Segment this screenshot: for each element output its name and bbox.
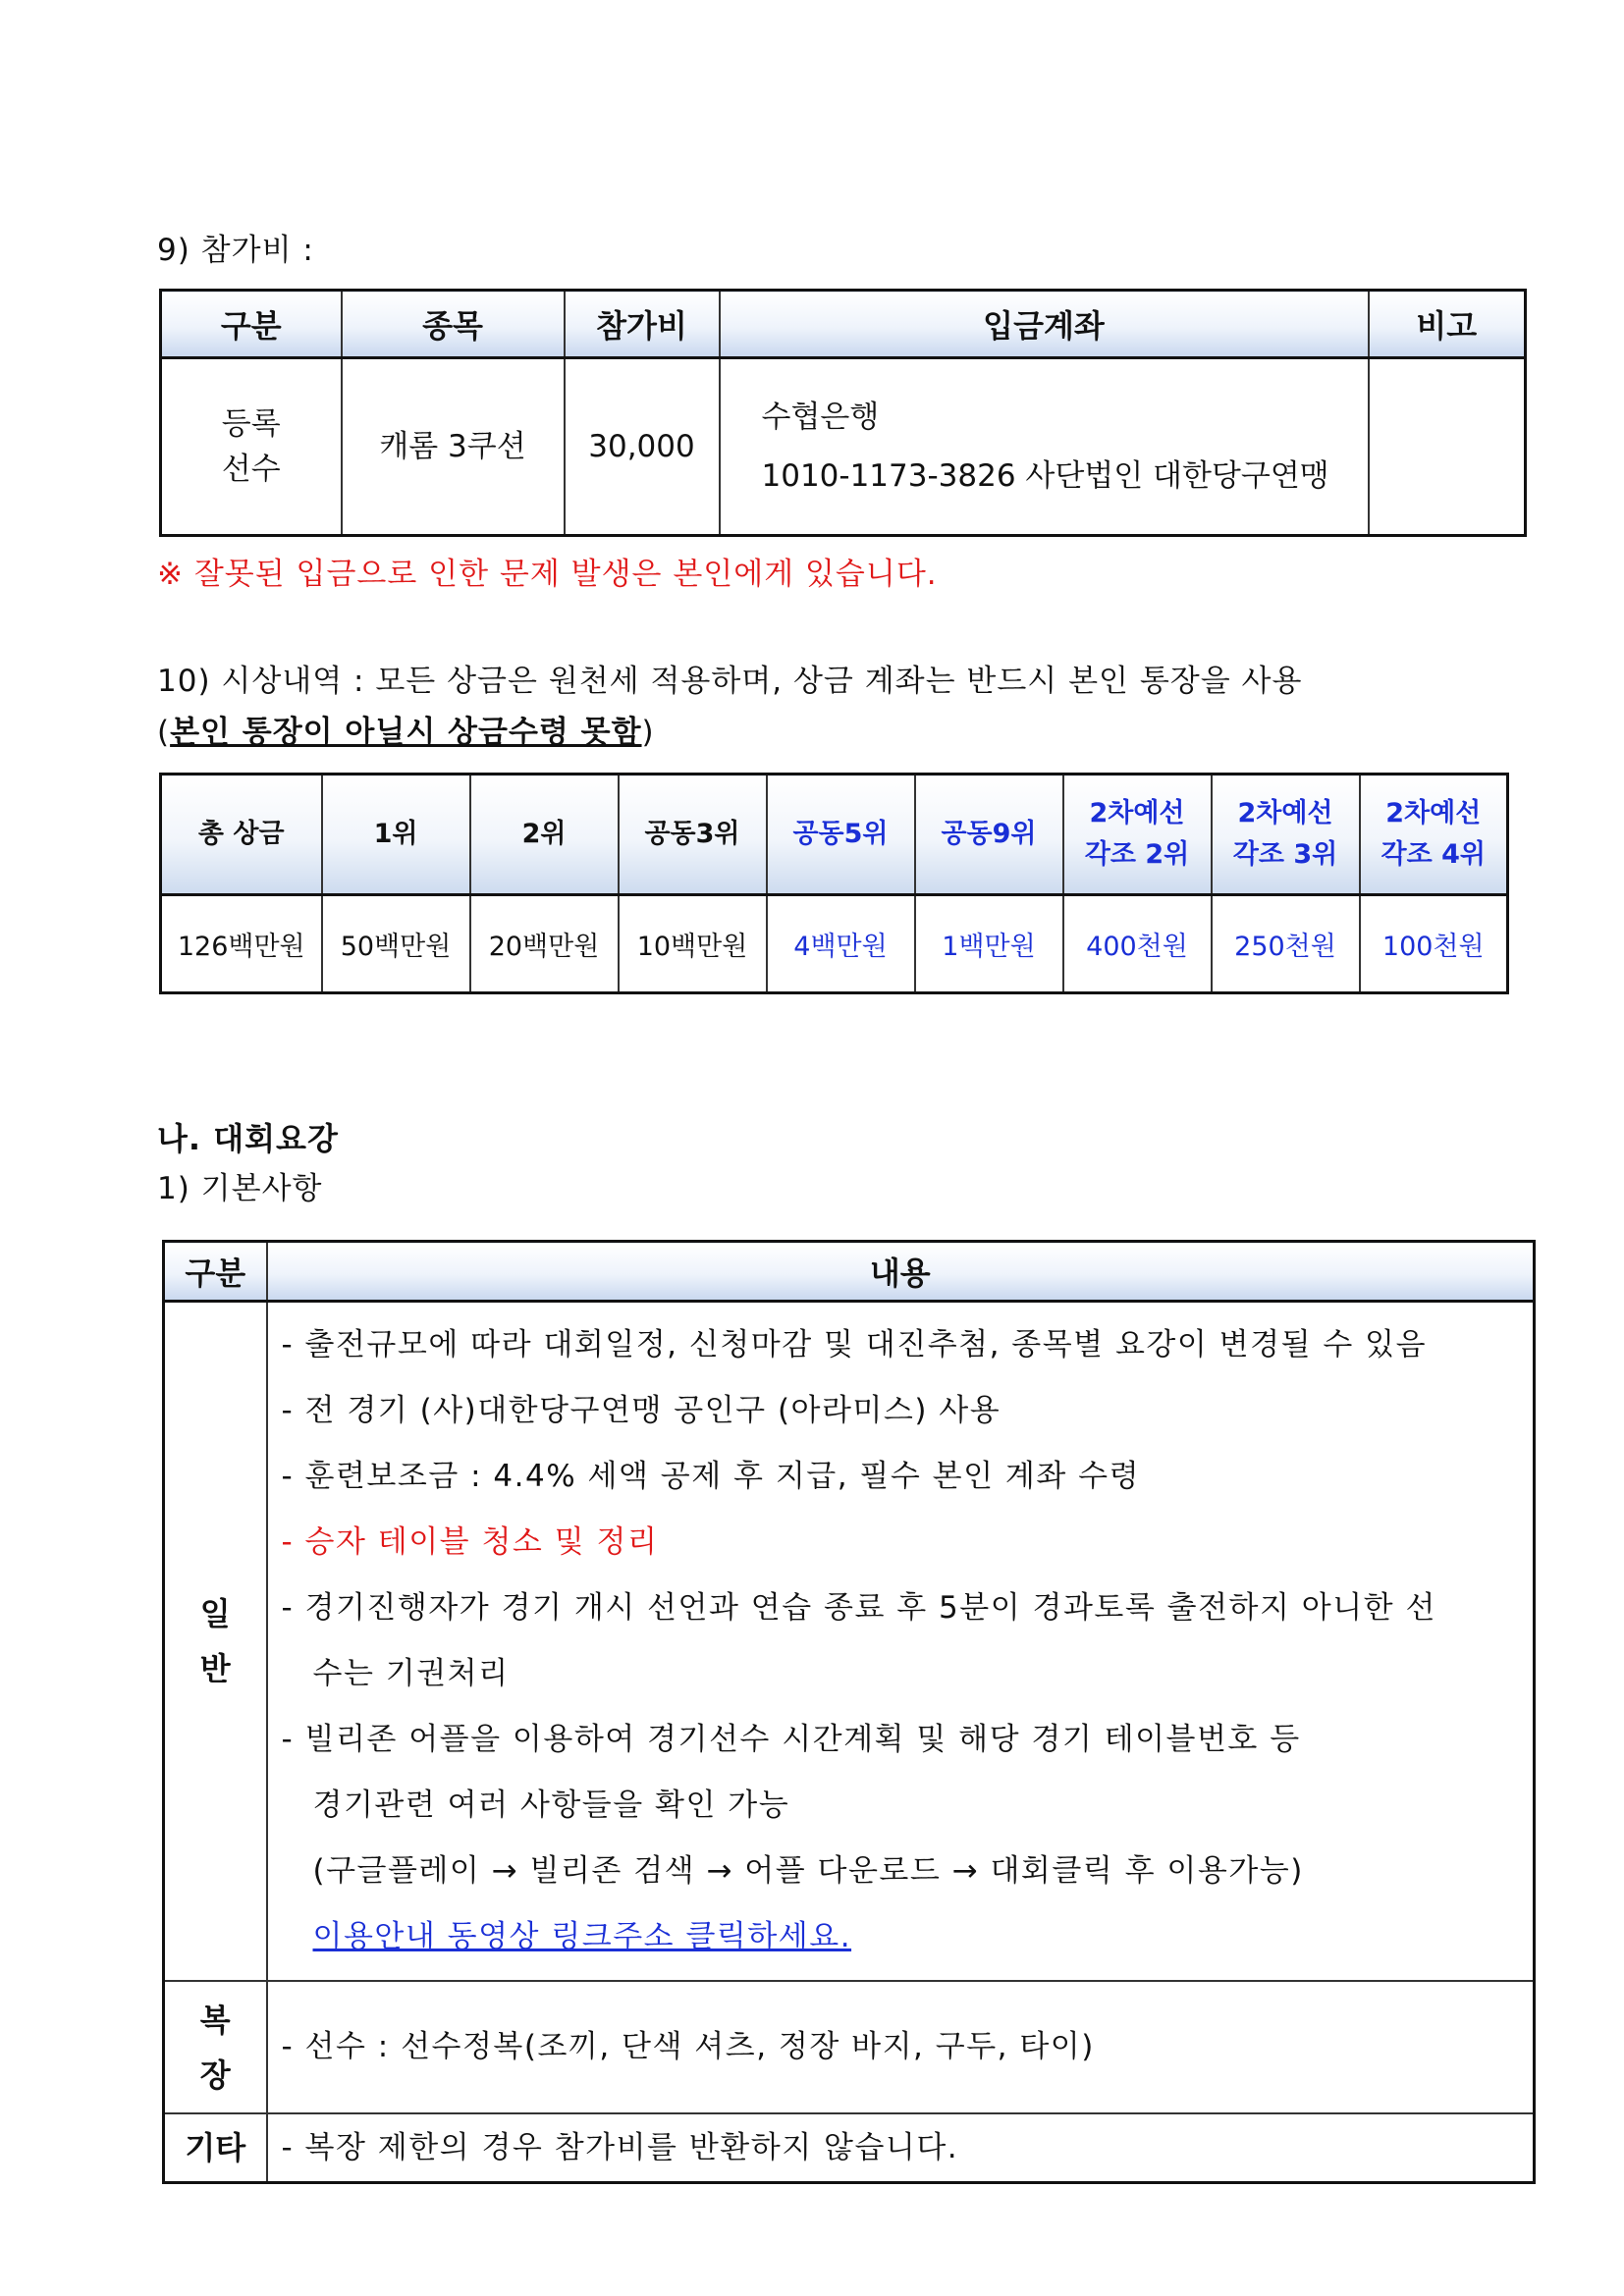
general-rule-line: - 승자 테이블 청소 및 정리 [281,1524,659,1560]
general-rule-line [282,1904,1534,1970]
rules-header-row [164,1242,1535,1302]
general-rule-line: - 빌리존 어플을 이용하여 경기선수 시간계획 및 해당 경기 테이블번호 등 [281,1722,1301,1757]
fee-account-cell [720,358,1369,536]
prize-header-cell: 공동9위 [915,774,1063,895]
prize-header-cell: 1위 [322,774,470,895]
bank-account-number: 1010-1173-3826 사단법인 대한당구연맹 [761,458,1329,494]
prize-table [159,773,1509,994]
rules-etc-category: 기타 [164,2113,267,2183]
prize-header-cell: 공동5위 [767,774,915,895]
prize-value-cell: 400천원 [1063,895,1212,993]
prize-note-open-paren: ( [157,715,171,750]
fee-header-event: 종목 [342,291,565,358]
rules-section-title: 나. 대회요강 [157,1120,339,1157]
rules-general-row [164,1302,1535,1982]
prize-header-row [161,774,1508,895]
rules-header-content: 내용 [267,1242,1535,1302]
bank-name: 수협은행 [761,399,880,435]
rules-table [162,1240,1536,2184]
general-rule-line: - 경기진행자가 경기 개시 선언과 연습 종료 후 5분이 경과토록 출전하지 아니한 선 [281,1590,1436,1626]
etc-rule-line: - 복장 제한의 경우 참가비를 반환하지 않습니다. [281,2129,959,2165]
fee-header-note: 비고 [1369,291,1526,358]
fee-category-cell: 등록 선수 [161,358,342,536]
attire-rule-line: - 선수 : 선수정복(조끼, 단색 셔츠, 정장 바지, 구두, 타이) [281,2029,1095,2064]
fee-header-fee: 참가비 [565,291,720,358]
prize-value-cell: 126백만원 [161,895,322,993]
fee-table [159,289,1527,537]
rules-attire-content [267,1981,1535,2113]
prize-note-close-paren: ) [641,715,655,750]
rules-etc-content [267,2113,1535,2183]
fee-event-cell: 캐롬 3쿠션 [342,358,565,536]
payment-warning: ※ 잘못된 입금으로 인한 문제 발생은 본인에게 있습니다. [157,557,938,592]
fee-note-cell [1369,358,1526,536]
rules-header-category: 구분 [164,1242,267,1302]
fee-header-category: 구분 [161,291,342,358]
prize-note-bold: 본인 통장이 아닐시 상금수령 못함 [170,715,642,750]
general-rule-line: - 출전규모에 따라 대회일정, 신청마감 및 대진추첨, 종목별 요강이 변경될 수 있음 [281,1327,1428,1362]
rules-attire-row [164,1981,1535,2113]
general-rule-line: (구글플레이 → 빌리존 검색 → 어플 다운로드 → 대회클릭 후 이용가능) [312,1853,1304,1889]
prize-section-note [157,714,655,752]
prize-value-cell: 20백만원 [470,895,619,993]
general-rule-line: 수는 기권처리 [312,1656,510,1691]
fee-amount-cell: 30,000 [565,358,720,536]
general-rule-line: - 훈련보조금 : 4.4% 세액 공제 후 지급, 필수 본인 계좌 수령 [281,1459,1141,1494]
prize-header-cell: 총 상금 [161,774,322,895]
fee-table-row [161,358,1526,536]
rules-etc-row [164,2113,1535,2183]
general-rule-line: - 전 경기 (사)대한당구연맹 공인구 (아라미스) 사용 [281,1393,1001,1428]
rules-section-subtitle: 1) 기본사항 [157,1171,323,1206]
prize-value-cell: 250천원 [1212,895,1360,993]
general-rule-line: 경기관련 여러 사항들을 확인 가능 [312,1788,790,1823]
fee-table-header-row [161,291,1526,358]
prize-value-cell: 100천원 [1360,895,1508,993]
prize-value-cell: 50백만원 [322,895,470,993]
tutorial-video-link[interactable]: 이용안내 동영상 링크주소 클릭하세요. [312,1919,852,1954]
prize-value-cell: 4백만원 [767,895,915,993]
prize-value-cell: 10백만원 [619,895,767,993]
prize-header-cell: 2위 [470,774,619,895]
prize-header-cell: 2차예선 각조 4위 [1360,774,1508,895]
prize-header-cell: 2차예선 각조 2위 [1063,774,1212,895]
prize-section-heading: 10) 시상내역 : 모든 상금은 원천세 적용하며, 상금 계좌는 반드시 본인 통장을 사용 [157,664,1303,699]
rules-general-category: 일 반 [164,1302,267,1982]
prize-header-cell: 공동3위 [619,774,767,895]
rules-attire-category: 복 장 [164,1981,267,2113]
prize-header-cell: 2차예선 각조 3위 [1212,774,1360,895]
fee-section-heading: 9) 참가비 : [157,233,314,268]
rules-general-content [267,1302,1535,1982]
prize-value-cell: 1백만원 [915,895,1063,993]
fee-header-account: 입금계좌 [720,291,1369,358]
prize-value-row [161,895,1508,993]
